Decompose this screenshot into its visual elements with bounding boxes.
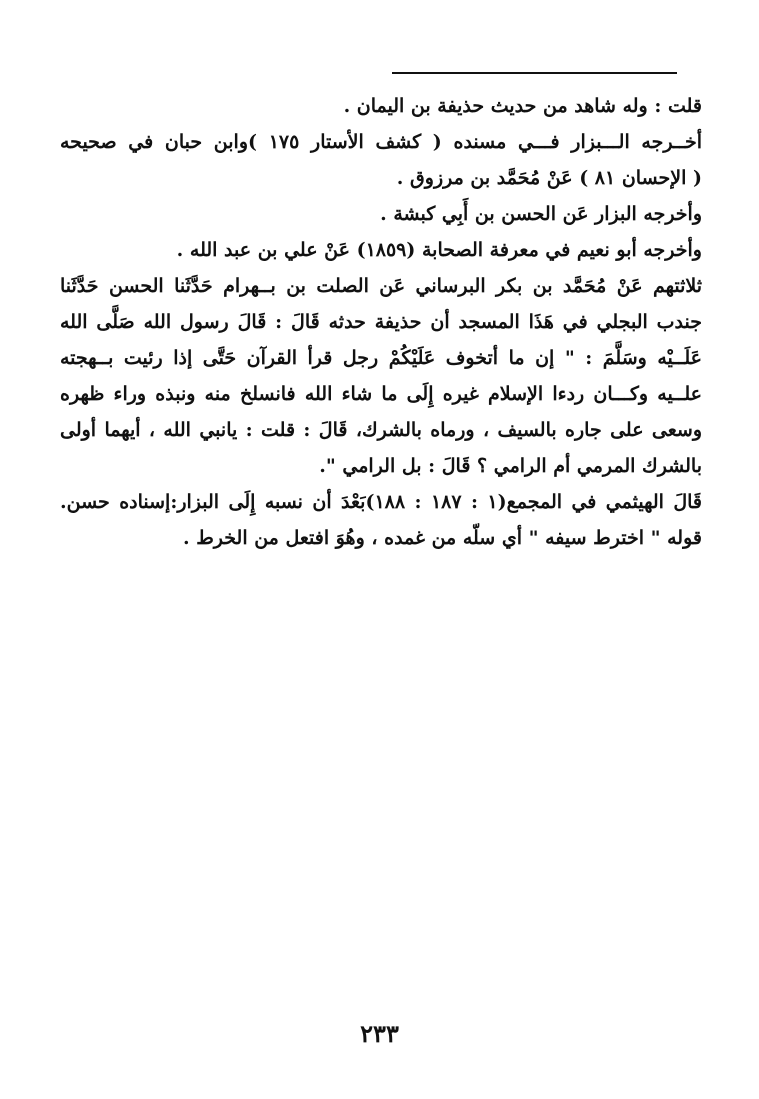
footnote-divider-rule: [392, 72, 677, 74]
text-line: قلت : وله شاهد من حديث حذيفة بن اليمان .: [343, 95, 702, 117]
text-line: بالشرك المرمي أم الرامي ؟ قَالَ : بل الرامي ".: [319, 455, 702, 477]
text-line: جندب البجلي في هَذَا المسجد أن حذيفة حدثه قَالَ : قَالَ رسول الله صَلَّى الله: [60, 311, 702, 333]
text-line: وأخرجه البزار عَن الحسن بن أَبِي كبشة .: [380, 203, 702, 225]
text-line: ( الإحسان ٨١ ) عَنْ مُحَمَّد بن مرزوق .: [396, 167, 702, 189]
body-text: [60, 88, 702, 556]
text-line: وأخرجه أبو نعيم في معرفة الصحابة (١٨٥٩) عَنْ علي بن عبد الله .: [176, 239, 702, 261]
text-line: عَلَــيْه وسَلَّمَ : " إن ما أتخوف عَلَيْكُمْ رجل قرأ القرآن حَتَّى إذا رئيت بــهجته: [60, 347, 702, 369]
text-line: أخــرجه الـــبزار فـــي مسنده ( كشف الأستار ١٧٥ )وابن حبان في صحيحه: [60, 131, 702, 153]
text-line: ثلاثتهم عَنْ مُحَمَّد بن بكر البرساني عَن الصلت بن بــهرام حَدَّثَنا الحسن حَدَّثَنا: [60, 275, 702, 297]
text-line: علــيه وكـــان ردءا الإسلام غيره إِلَى ما شاء الله فانسلخ منه ونبذه وراء ظهره: [60, 383, 702, 405]
text-line: قَالَ الهيثمي في المجمع(١ : ١٨٧ : ١٨٨)بَعْدَ أن نسبه إِلَى البزار:إسناده حسن.: [60, 491, 702, 513]
page-number: ٢٣٣: [360, 1019, 399, 1048]
text-line: وسعى على جاره بالسيف ، ورماه بالشرك، قَالَ : قلت : يانبي الله ، أيهما أولى: [60, 419, 702, 441]
text-line: قوله " اخترط سيفه " أي سلّه من غمده ، وهُوَ افتعل من الخرط .: [182, 527, 702, 549]
